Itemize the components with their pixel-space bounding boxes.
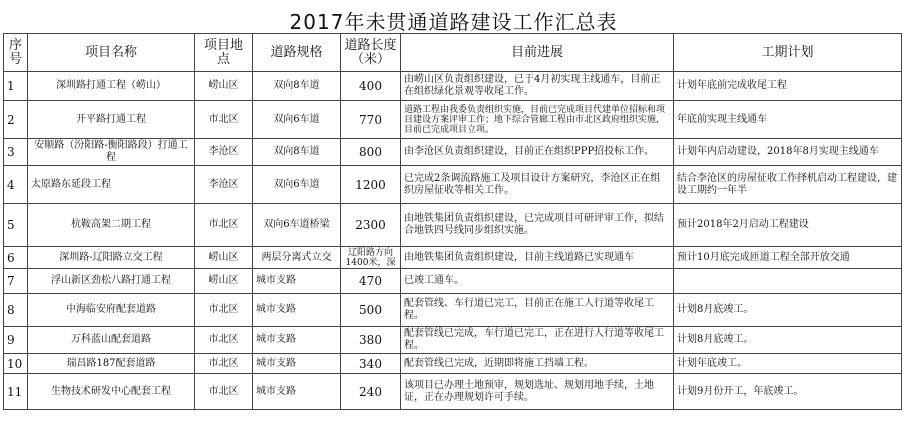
row-location: 崂山区: [195, 247, 253, 269]
table-row: [4, 204, 902, 247]
table-row: [4, 327, 902, 354]
row-spec: 两层分离式立交: [253, 247, 341, 269]
row-plan: 预计2018年2月启动工程建设: [674, 204, 902, 247]
row-plan: 计划8月底竣工。: [674, 327, 902, 354]
row-location: 市北区: [195, 294, 253, 327]
row-plan: 计划年底竣工。: [674, 354, 902, 374]
row-progress: 配套管线已完成，近期即将施工挡墙工程。: [401, 354, 674, 374]
row-spec: 双向6车道桥梁: [253, 204, 341, 247]
row-length: 470: [341, 269, 401, 294]
row-length: 辽阳路方向1400米，深: [341, 247, 401, 269]
row-length: 800: [341, 139, 401, 166]
row-plan: 年底前实现主线通车: [674, 101, 902, 139]
row-plan: 结合李沧区的房屋征收工作择机启动工程建设，建设工期约一年半: [674, 166, 902, 204]
row-progress: 由李沧区负责组织建设，目前正在组织PPP招投标工作。: [401, 139, 674, 166]
header-name: 项目名称: [28, 34, 195, 72]
row-seq: 11: [4, 374, 28, 410]
row-length: 380: [341, 327, 401, 354]
header-location: 项目地点: [195, 34, 253, 72]
table-header-row: [4, 34, 902, 72]
row-location: 崂山区: [195, 269, 253, 294]
row-seq: 9: [4, 327, 28, 354]
row-progress: 道路工程由我委负责组织实施，目前已完成项目代建单位招标和项目建设方案评审工作；地下综合管廊工程由市北区政府组织实施，目前已完成项目立项。: [401, 101, 674, 139]
row-length: 240: [341, 374, 401, 410]
row-progress: 由地铁集团负责组织建设，目前主线道路已实现通车: [401, 247, 674, 269]
row-name: 瑞昌路187配套道路: [28, 354, 195, 374]
row-name: 深圳路打通工程（崂山）: [28, 72, 195, 101]
row-length: 340: [341, 354, 401, 374]
row-location: 崂山区: [195, 72, 253, 101]
row-plan: 计划8月底竣工。: [674, 294, 902, 327]
row-spec: 双向8车道: [253, 72, 341, 101]
table-row: [4, 374, 902, 410]
row-seq: 2: [4, 101, 28, 139]
table-row: [4, 166, 902, 204]
row-spec: 双向8车道: [253, 139, 341, 166]
row-plan: 预计10月底完成匝道工程全部开放交通: [674, 247, 902, 269]
row-spec: 城市支路: [253, 374, 341, 410]
row-spec: 城市支路: [253, 327, 341, 354]
row-progress: 配套管线、车行道已完工，目前正在施工人行道等收尾工程。: [401, 294, 674, 327]
row-spec: 双向6车道: [253, 101, 341, 139]
row-name: 浮山新区劲松八路打通工程: [28, 269, 195, 294]
header-seq: 序号: [4, 34, 28, 72]
row-location: 市北区: [195, 354, 253, 374]
row-location: 市北区: [195, 101, 253, 139]
header-plan: 工期计划: [674, 34, 902, 72]
row-progress: 由地铁集团负责组织建设，已完成项目可研评审工作，拟结合地铁四号线同步组织实施。: [401, 204, 674, 247]
row-name: 开平路打通工程: [28, 101, 195, 139]
row-seq: 4: [4, 166, 28, 204]
table-row: [4, 72, 902, 101]
row-seq: 7: [4, 269, 28, 294]
row-seq: 10: [4, 354, 28, 374]
row-name: 杭鞍高架二期工程: [28, 204, 195, 247]
row-progress: 已完成2条调流路施工及项目设计方案研究，李沧区正在组织房屋征收等相关工作。: [401, 166, 674, 204]
row-location: 李沧区: [195, 166, 253, 204]
row-spec: 双向6车道: [253, 166, 341, 204]
table-row: [4, 354, 902, 374]
row-location: 市北区: [195, 204, 253, 247]
row-name: 深圳路-辽阳路立交工程: [28, 247, 195, 269]
summary-table: [3, 33, 902, 410]
row-seq: 8: [4, 294, 28, 327]
row-progress: 该项目已办理土地预审，规划选址、规划用地手续，土地证，正在办理规划许可手续。: [401, 374, 674, 410]
row-plan: 计划年底前完成收尾工程: [674, 72, 902, 101]
row-length: 400: [341, 72, 401, 101]
row-progress: 已竣工通车。: [401, 269, 674, 294]
row-name: 中海临安府配套道路: [28, 294, 195, 327]
document-title: 2017年未贯通道路建设工作汇总表: [289, 10, 618, 34]
row-length: 770: [341, 101, 401, 139]
row-seq: 5: [4, 204, 28, 247]
row-progress: 由崂山区负责组织建设，已于4月初实现主线通车，目前正在组织绿化景观等收尾工作。: [401, 72, 674, 101]
row-spec: 城市支路: [253, 354, 341, 374]
row-plan: 计划年内启动建设，2018年8月实现主线通车: [674, 139, 902, 166]
row-length: 1200: [341, 166, 401, 204]
table-row: [4, 101, 902, 139]
table-row: [4, 139, 902, 166]
header-spec: 道路规格: [253, 34, 341, 72]
row-seq: 3: [4, 139, 28, 166]
table-row: [4, 247, 902, 269]
table-row: [4, 294, 902, 327]
row-progress: 配套管线已完成，车行道已完工，正在进行人行道等收尾工程。: [401, 327, 674, 354]
row-length: 500: [341, 294, 401, 327]
row-location: 市北区: [195, 374, 253, 410]
table-row: [4, 269, 902, 294]
row-name: 太原路东延段工程: [28, 166, 195, 204]
row-plan: [674, 269, 902, 294]
row-length: 2300: [341, 204, 401, 247]
row-name: 生物技术研发中心配套工程: [28, 374, 195, 410]
row-name: 万科蓝山配套道路: [28, 327, 195, 354]
row-location: 市北区: [195, 327, 253, 354]
row-location: 李沧区: [195, 139, 253, 166]
row-seq: 1: [4, 72, 28, 101]
row-name: 安顺路（汾阳路-衡阳路段）打通工程: [28, 139, 195, 166]
row-seq: 6: [4, 247, 28, 269]
header-length: 道路长度（米）: [341, 34, 401, 72]
header-progress: 目前进展: [401, 34, 674, 72]
row-spec: 城市支路: [253, 294, 341, 327]
row-plan: 计划9月份开工，年底竣工。: [674, 374, 902, 410]
row-spec: 城市支路: [253, 269, 341, 294]
